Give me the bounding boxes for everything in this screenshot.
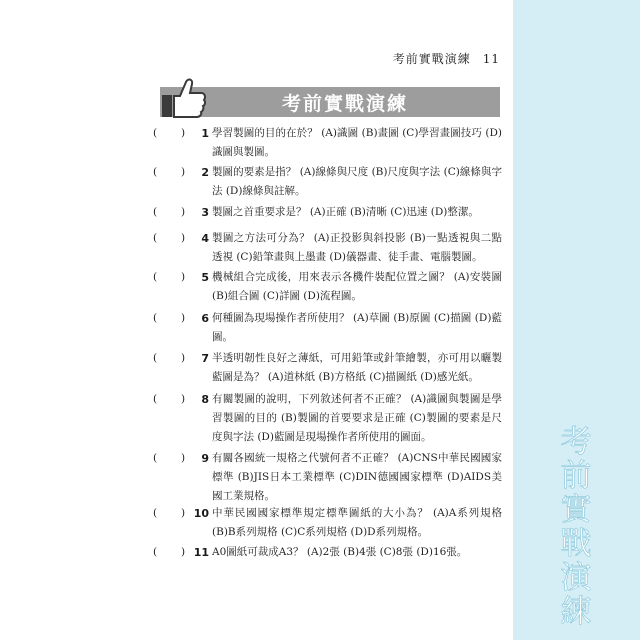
side-tab-char: 練	[560, 594, 592, 630]
answer-paren-open: (	[153, 312, 158, 324]
answer-paren-open: (	[153, 452, 158, 464]
question-number: 7	[201, 352, 209, 365]
question-number: 5	[201, 271, 209, 284]
question-text: 製圖的要素是指？ (A)線條與尺度 (B)尺度與字法 (C)線條與字法 (D)線條與註解。	[212, 166, 502, 197]
answer-paren-open: (	[153, 271, 158, 283]
answer-paren-close: )	[181, 206, 186, 218]
question-text: 有關製圖的說明，下列敘述何者不正確？ (A)識圖與製圖是學習製圖的目的 (B)製圖的首要要求是正確 (C)製圖的要素是尺度與字法 (D)藍圖是現場操作者所使用的圖面。	[212, 393, 502, 443]
answer-paren-close: )	[181, 546, 186, 558]
question-text: 機械組合完成後，用來表示各機件裝配位置之圖？ (A)安裝圖 (B)組合圖 (C)詳圖 (D)流程圖。	[212, 271, 502, 302]
question-text: 中華民國國家標準規定標準圖紙的大小為？ (A)A系列規格 (B)B系列規格 (C)C系列規格 (D)D系列規格。	[212, 507, 502, 538]
side-tab-title	[546, 425, 606, 629]
question-text: 有關各國統一規格之代號何者不正確？ (A)CNS中華民國國家標準 (B)JIS日本工業標準 (C)DIN德國國家標準 (D)AIDS美國工業規格。	[212, 452, 502, 502]
question-number: 8	[201, 393, 209, 406]
side-tab-char: 前	[560, 458, 592, 494]
running-head-title: 考前實戰演練	[392, 52, 471, 66]
question-text: 半透明韌性良好之薄紙，可用鉛筆或針筆繪製，亦可用以曬製藍圖是為？ (A)道林紙 (B)方格紙 (C)描圖紙 (D)感光紙。	[212, 352, 502, 383]
section-title: 考前實戰演練	[281, 92, 408, 115]
answer-paren-close: )	[181, 393, 186, 405]
question-text: 何種圖為現場操作者所使用？ (A)草圖 (B)原圖 (C)描圖 (D)藍圖。	[212, 312, 502, 343]
question-number: 10	[193, 507, 209, 520]
page-number: 11	[482, 52, 500, 66]
answer-paren-open: (	[153, 546, 158, 558]
question-number: 9	[201, 452, 209, 465]
side-tab-char: 考	[560, 424, 592, 460]
answer-paren-open: (	[153, 507, 158, 519]
side-tab-char: 演	[560, 560, 592, 596]
question-text: 學習製圖的目的在於？ (A)識圖 (B)畫圖 (C)學習畫圖技巧 (D)識圖與製圖。	[212, 127, 502, 158]
question-number: 6	[201, 312, 209, 325]
side-tab-char: 戰	[560, 526, 592, 562]
answer-paren-open: (	[153, 393, 158, 405]
side-tab-char: 實	[560, 492, 592, 528]
answer-paren-close: )	[181, 271, 186, 283]
question-number: 1	[201, 127, 209, 140]
question-number: 3	[201, 206, 209, 219]
answer-paren-open: (	[153, 352, 158, 364]
answer-paren-open: (	[153, 166, 158, 178]
question-text: A0圖紙可裁成A3？ (A)2張 (B)4張 (C)8張 (D)16張。	[212, 546, 468, 558]
question-number: 4	[201, 232, 209, 245]
answer-paren-close: )	[181, 507, 186, 519]
answer-paren-open: (	[153, 206, 158, 218]
question-number: 11	[193, 546, 209, 559]
answer-paren-close: )	[181, 452, 186, 464]
answer-paren-open: (	[153, 232, 158, 244]
question-text: 製圖之方法可分為？ (A)正投影與斜投影 (B)一點透視與二點透視 (C)鉛筆畫與上墨畫 (D)儀器畫、徒手畫、電腦製圖。	[212, 232, 502, 263]
answer-paren-close: )	[181, 312, 186, 324]
answer-paren-close: )	[181, 127, 186, 139]
answer-paren-close: )	[181, 232, 186, 244]
question-text: 製圖之首重要求是？ (A)正確 (B)清晰 (C)迅速 (D)整潔。	[212, 206, 479, 218]
answer-paren-close: )	[181, 166, 186, 178]
answer-paren-close: )	[181, 352, 186, 364]
question-number: 2	[201, 166, 209, 179]
answer-paren-open: (	[153, 127, 158, 139]
